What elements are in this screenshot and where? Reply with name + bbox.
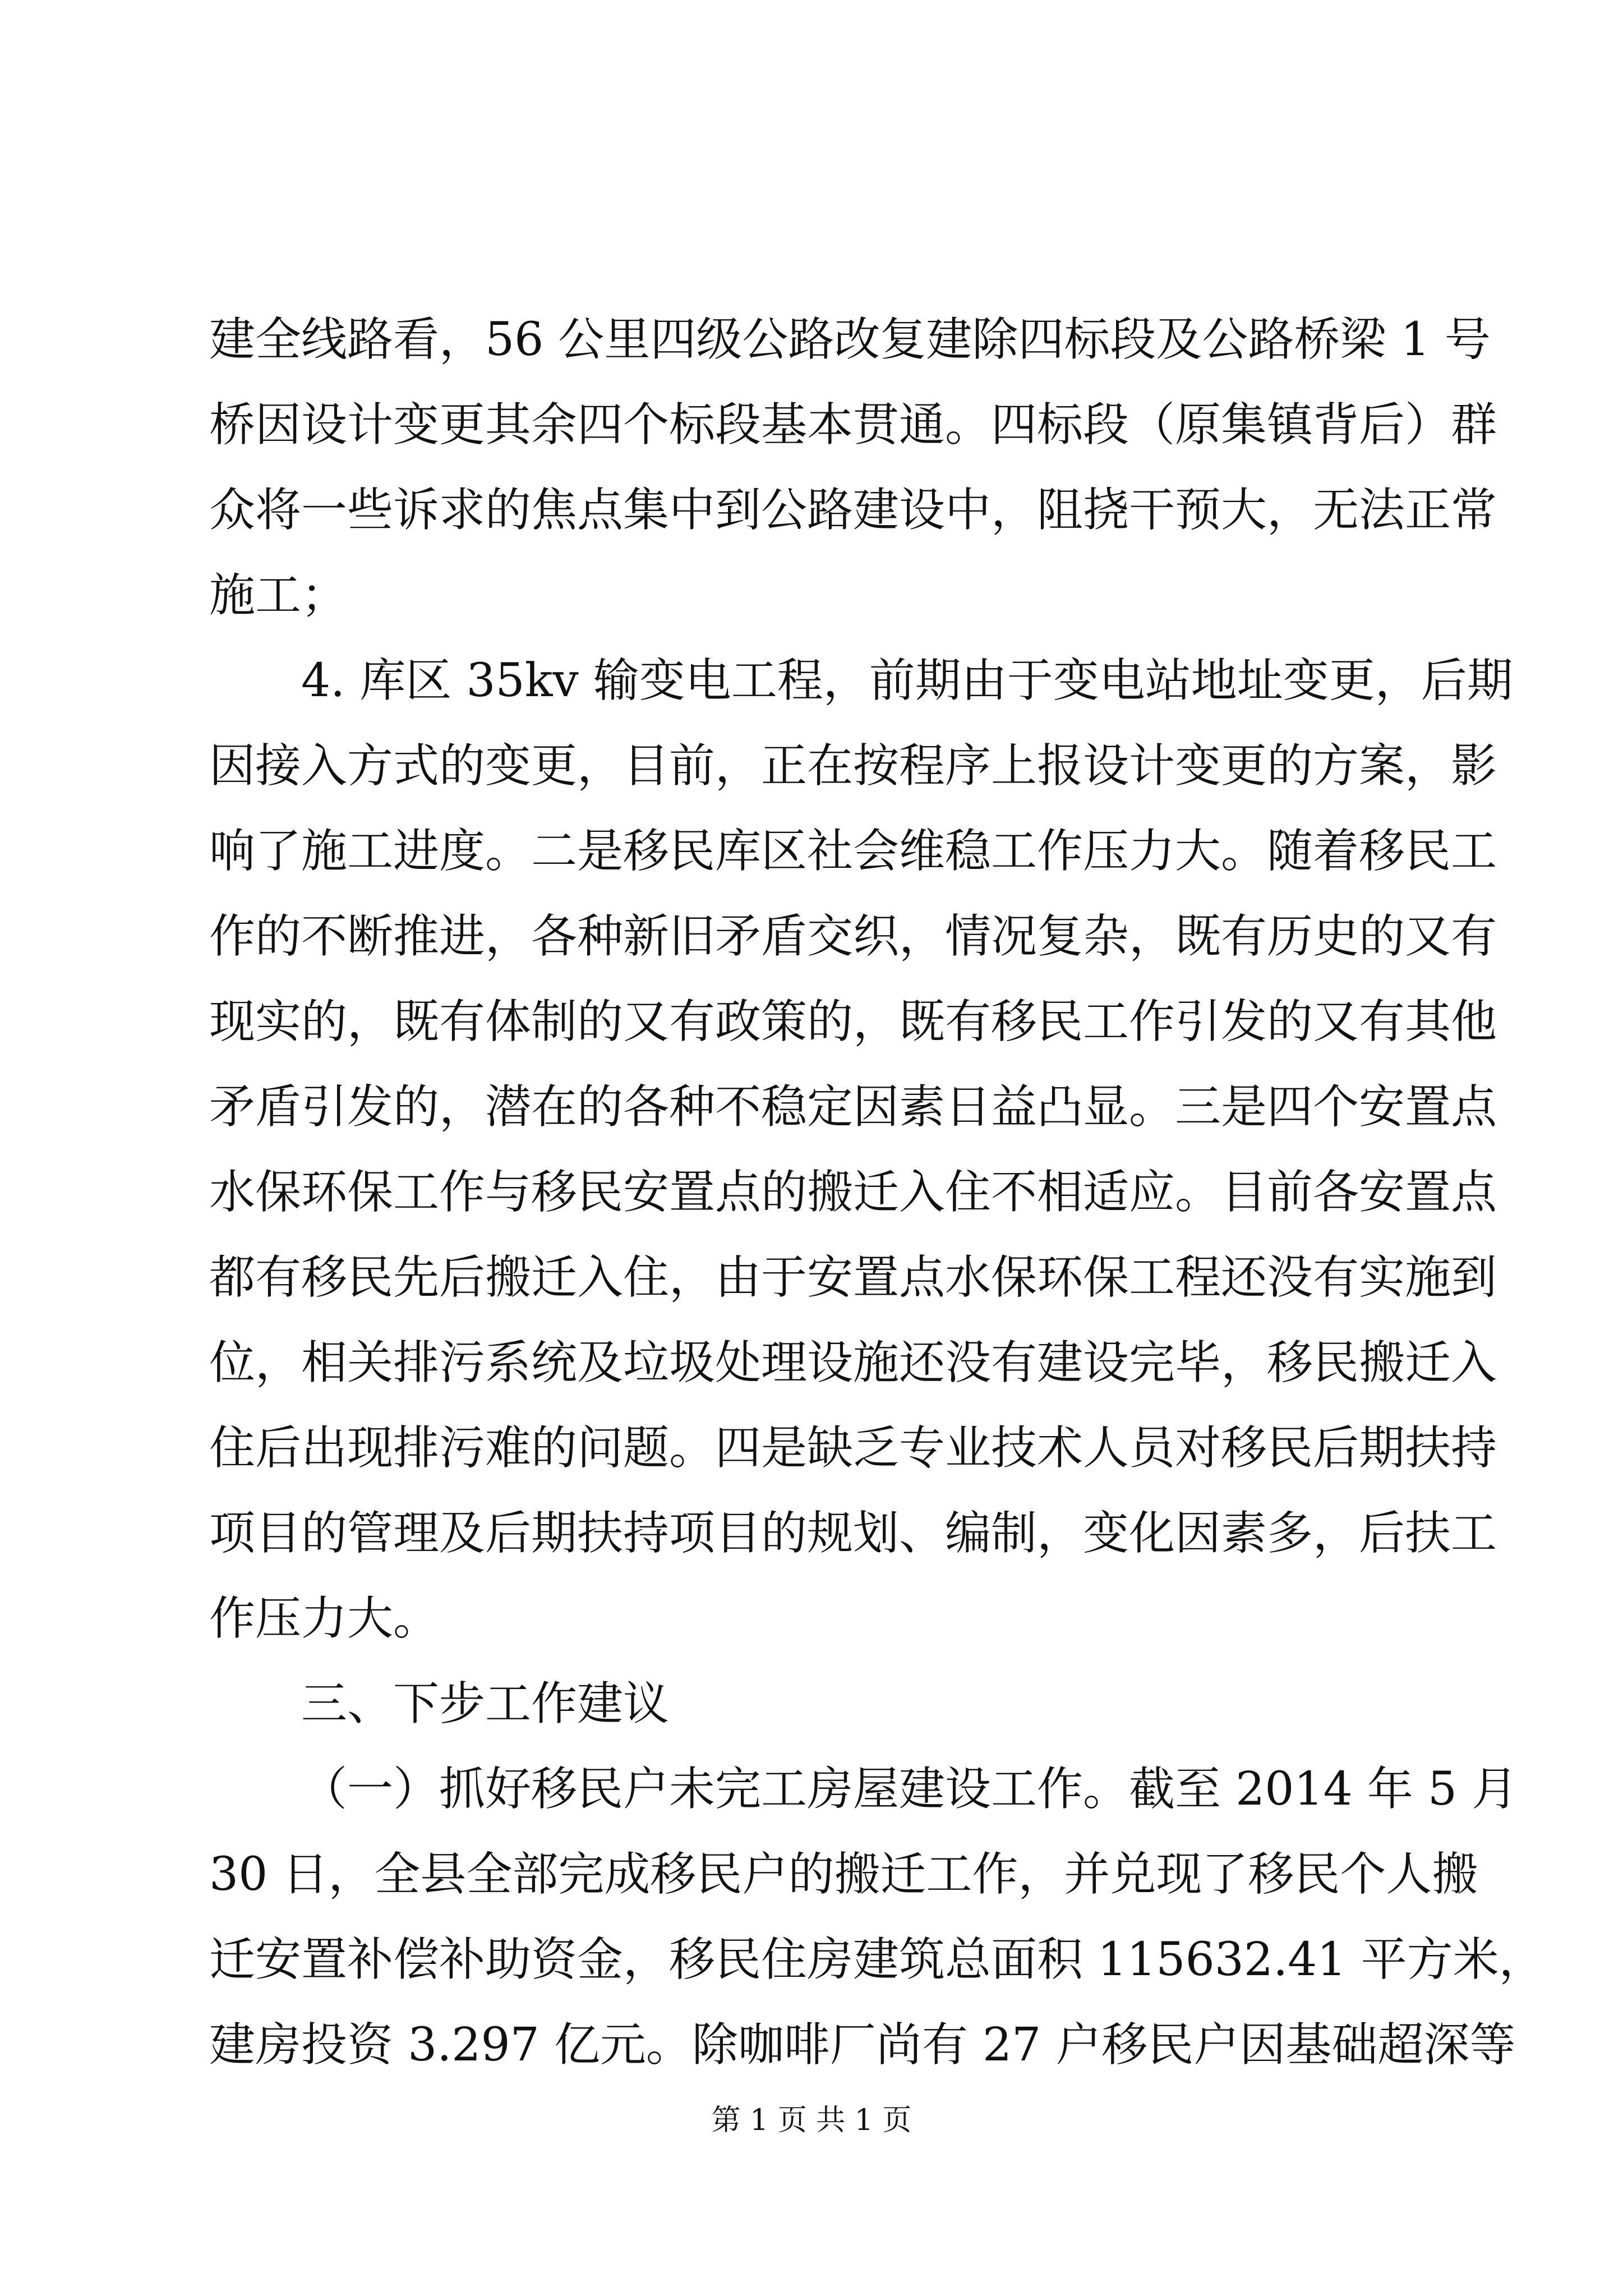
text-line-8: 作的不断推进，各种新旧矛盾交织，情况复杂，既有历史的又有 <box>209 910 1497 963</box>
text-line-18: （一）抓好移民户未完工房屋建设工作。截至 2014 年 5 月 <box>301 1763 1518 1816</box>
text-line-16: 作压力大。 <box>209 1592 440 1645</box>
text-line-1: 建全线路看，56 公里四级公路改复建除四标段及公路桥梁 1 号 <box>209 313 1491 366</box>
text-line-7: 响了施工进度。二是移民库区社会维稳工作压力大。随着移民工 <box>209 825 1497 878</box>
text-line-12: 都有移民先后搬迁入住，由于安置点水保环保工程还没有实施到 <box>209 1251 1497 1304</box>
text-line-21: 建房投资 3.297 亿元。除咖啡厂尚有 27 户移民户因基础超深等 <box>209 2018 1516 2072</box>
text-line-6: 因接入方式的变更，目前，正在按程序上报设计变更的方案，影 <box>209 739 1497 793</box>
text-line-4: 施工； <box>209 569 348 622</box>
text-line-19: 30 日，全县全部完成移民户的搬迁工作，并兑现了移民个人搬 <box>209 1848 1478 1901</box>
text-line-13: 位，相关排污系统及垃圾处理设施还没有建设完毕，移民搬迁入 <box>209 1336 1497 1389</box>
text-line-20: 迁安置补偿补助资金，移民住房建筑总面积 115632.41 平方米， <box>209 1933 1545 1986</box>
text-line-2: 桥因设计变更其余四个标段基本贯通。四标段（原集镇背后）群 <box>209 398 1497 452</box>
text-line-11: 水保环保工作与移民安置点的搬迁入住不相适应。目前各安置点 <box>209 1166 1497 1219</box>
section-heading: 三、下步工作建议 <box>301 1677 670 1731</box>
page-footer: 第 1 页 共 1 页 <box>711 2104 912 2137</box>
document-body <box>209 297 1545 2088</box>
text-line-14: 住后出现排污难的问题。四是缺乏专业技术人员对移民后期扶持 <box>209 1421 1497 1475</box>
text-line-5: 4. 库区 35kv 输变电工程，前期由于变电站地址变更，后期 <box>301 654 1513 707</box>
text-line-15: 项目的管理及后期扶持项目的规划、编制，变化因素多，后扶工 <box>209 1507 1497 1560</box>
text-line-9: 现实的，既有体制的又有政策的，既有移民工作引发的又有其他 <box>209 995 1497 1048</box>
text-line-10: 矛盾引发的，潜在的各种不稳定因素日益凸显。三是四个安置点 <box>209 1080 1497 1134</box>
text-line-3: 众将一些诉求的焦点集中到公路建设中，阻挠干预大，无法正常 <box>209 484 1497 537</box>
